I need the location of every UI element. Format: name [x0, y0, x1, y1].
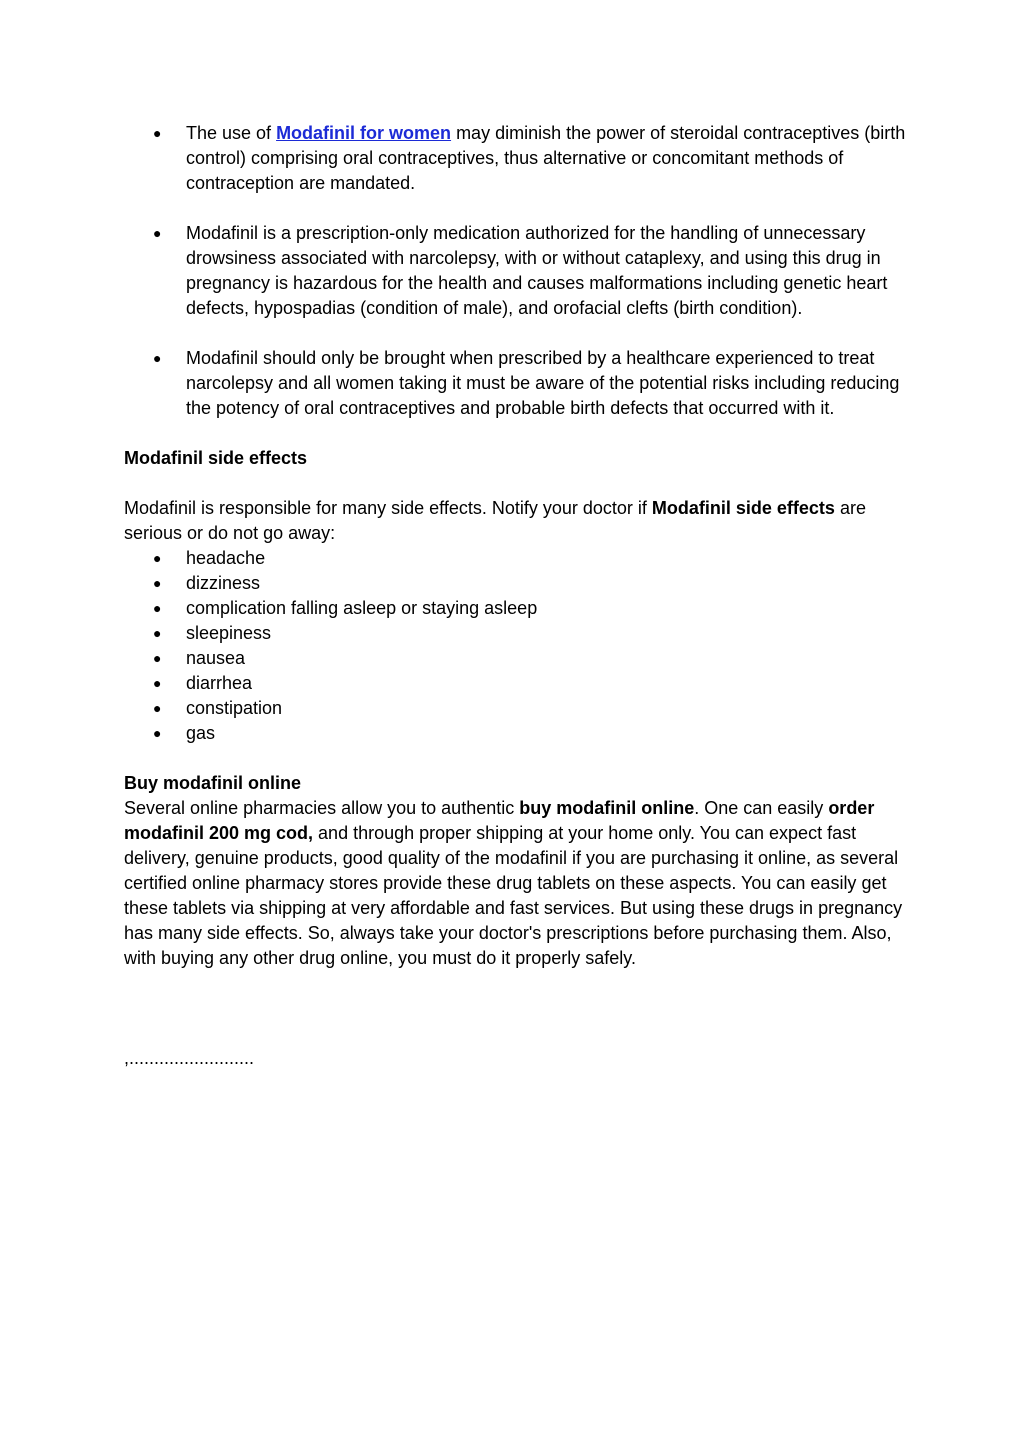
side-effects-intro — [124, 496, 914, 546]
buy-online-heading: Buy modafinil online — [124, 773, 302, 793]
spacer — [124, 971, 914, 996]
bullet-icon: ● — [153, 600, 162, 616]
spacer — [124, 1021, 914, 1046]
spacer — [124, 471, 914, 496]
list-item — [124, 571, 914, 596]
spacer — [124, 421, 914, 446]
side-effects-intro-bold: Modafinil side effects — [651, 498, 835, 518]
bullet-icon: ● — [153, 650, 162, 666]
spacer — [124, 746, 914, 771]
spacer — [124, 996, 914, 1021]
list-item — [124, 221, 914, 321]
bullet-icon: ● — [153, 725, 162, 741]
side-effect-item: complication falling asleep or staying asleep — [186, 598, 538, 618]
list-item — [124, 646, 914, 671]
modafinil-for-women-link[interactable]: Modafinil for women — [276, 123, 452, 143]
bullet-text: Modafinil is a prescription-only medication authorized for the handling of unnecessary drowsiness associated with narcolepsy, with or without cataplexy, and using this drug in pregnancy is hazardous for the health and causes malformations including genetic heart defects, hypospadias (condition of male), and orofacial clefts (birth condition). — [186, 223, 888, 318]
bullet-text-post: may diminish the power of steroidal contraceptives (birth control) comprising oral contraceptives, thus alternative or concomitant methods of contraception are mandated. — [186, 123, 906, 193]
list-item — [124, 696, 914, 721]
bullet-icon: ● — [153, 350, 162, 366]
side-effects-list — [124, 546, 914, 746]
bullet-icon: ● — [153, 550, 162, 566]
list-item — [124, 596, 914, 621]
side-effects-intro-pre: Modafinil is responsible for many side effects. Notify your doctor if — [124, 498, 652, 518]
buy-online-bold: buy modafinil online — [519, 798, 695, 818]
list-item — [124, 671, 914, 696]
list-item — [124, 346, 914, 421]
spacer — [124, 321, 914, 346]
bullet-text: Modafinil should only be brought when prescribed by a healthcare experienced to treat narcolepsy and all women taking it must be aware of the potential risks including reducing the potency of oral contraceptives and probable birth defects that occurred with it. — [186, 348, 900, 418]
list-item — [124, 621, 914, 646]
bullet-icon: ● — [153, 700, 162, 716]
bullet-icon: ● — [153, 225, 162, 241]
side-effects-heading: Modafinil side effects — [124, 448, 308, 468]
side-effect-item: dizziness — [186, 573, 261, 593]
bullet-text-pre: The use of — [186, 123, 277, 143]
side-effect-item: diarrhea — [186, 673, 253, 693]
bullet-icon: ● — [153, 125, 162, 141]
side-effect-item: nausea — [186, 648, 246, 668]
bullet-icon: ● — [153, 675, 162, 691]
trailing-dots: ,......................... — [124, 1048, 255, 1068]
buy-online-text: Several online pharmacies allow you to authentic — [124, 798, 520, 818]
order-cod-bold: order modafinil 200 mg cod, — [124, 798, 875, 843]
side-effect-item: gas — [186, 723, 216, 743]
side-effect-item: constipation — [186, 698, 283, 718]
side-effect-item: sleepiness — [186, 623, 272, 643]
document-content — [124, 121, 914, 1071]
buy-online-text: . One can easily — [694, 798, 829, 818]
spacer — [124, 196, 914, 221]
side-effects-intro-post: are serious or do not go away: — [124, 498, 866, 543]
side-effect-item: headache — [186, 548, 266, 568]
list-item — [124, 546, 914, 571]
buy-online-paragraph — [124, 796, 914, 971]
list-item — [124, 121, 914, 196]
buy-online-text: and through proper shipping at your home only. You can expect fast delivery, genuine products, good quality of the modafinil if you are purchasing it online, as several certified online pharmacy stores provide these drug tablets on these aspects. You can easily get these tablets via shipping at very affordable and fast services. But using these drugs in pregnancy has many side effects. So, always take your doctor's prescriptions before purchasing them. Also, with buying any other drug online, you must do it properly safely. — [124, 823, 903, 968]
bullet-icon: ● — [153, 575, 162, 591]
bullet-icon: ● — [153, 625, 162, 641]
intro-bullet-list — [124, 121, 914, 421]
list-item — [124, 721, 914, 746]
